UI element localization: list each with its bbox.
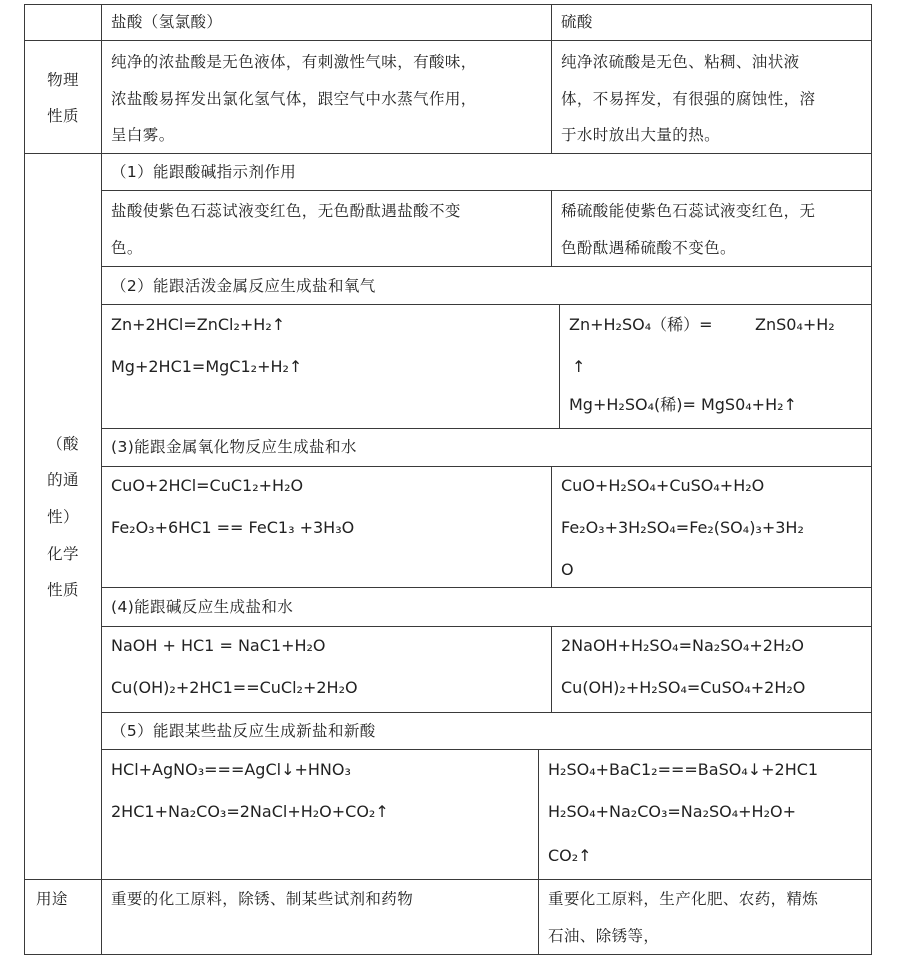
cell-physical-label [24, 40, 102, 154]
s1-hcl-line2: 色。 [111, 239, 143, 257]
physical-hcl-line2: 浓盐酸易挥发出氯化氢气体，跟空气中水蒸气作用， [111, 90, 477, 108]
s5-h2so4-eq3: CO₂↑ [548, 846, 592, 865]
s2-hcl-eq1: Zn+2HCl=ZnCl₂+H₂↑ [111, 315, 286, 334]
s3-h2so4-eq2-a: Fe₂O₃+3H₂SO₄=Fe₂(SO₄)₃+3H₂ [561, 518, 804, 537]
s5-h2so4-eq2: H₂SO₄+Na₂CO₃=Na₂SO₄+H₂O+ [548, 802, 796, 821]
uses-h2so4-line2: 石油、除锈等， [548, 927, 660, 945]
s2-hcl-eq2: Mg+2HC1=MgC1₂+H₂↑ [111, 357, 303, 376]
uses-label: 用途 [36, 890, 68, 908]
s3-h2so4-eq2-b: O [561, 560, 574, 579]
s5-heading: （5）能跟某些盐反应生成新盐和新酸 [111, 722, 376, 740]
header-h2so4: 硫酸 [561, 13, 593, 31]
s5-h2so4-eq1: H₂SO₄+BaC1₂===BaSO₄↓+2HC1 [548, 760, 819, 779]
s3-heading: (3)能跟金属氧化物反应生成盐和水 [111, 438, 357, 456]
uses-h2so4-line1: 重要化工原料，生产化肥、农药，精炼 [548, 890, 819, 908]
s5-hcl-eq1: HCl+AgNO₃===AgCl↓+HNO₃ [111, 760, 351, 779]
s5-hcl-eq2: 2HC1+Na₂CO₃=2NaCl+H₂O+CO₂↑ [111, 802, 389, 821]
physical-hcl-line1: 纯净的浓盐酸是无色液体，有刺激性气味，有酸味， [111, 53, 477, 71]
physical-label-line2: 性质 [47, 107, 79, 125]
s4-h2so4-eq2: Cu(OH)₂+H₂SO₄=CuSO₄+2H₂O [561, 678, 806, 697]
cell-header-h2so4 [551, 4, 872, 41]
s4-hcl-eq2: Cu(OH)₂+2HC1==CuCl₂+2H₂O [111, 678, 358, 697]
s1-h2so4-line1: 稀硫酸能使紫色石蕊试液变红色，无 [561, 202, 816, 220]
chemical-label-line4: 化学 [47, 545, 79, 563]
physical-h2so4-line3: 于水时放出大量的热。 [561, 126, 721, 144]
s2-h2so4-eq1-a: Zn+H₂SO₄（稀）= [569, 315, 713, 334]
uses-hcl: 重要的化工原料，除锈、制某些试剂和药物 [111, 890, 414, 908]
physical-label-line1: 物理 [47, 71, 79, 89]
s4-h2so4-eq1: 2NaOH+H₂SO₄=Na₂SO₄+2H₂O [561, 636, 804, 655]
s1-heading: （1）能跟酸碱指示剂作用 [111, 163, 297, 181]
header-hcl: 盐酸（氢氯酸） [111, 13, 223, 31]
s3-hcl-eq2: Fe₂O₃+6HC1 == FeC1₃ +3H₃O [111, 518, 355, 537]
physical-h2so4-line2: 体，不易挥发，有很强的腐蚀性，溶 [561, 90, 816, 108]
cell-header-blank [24, 4, 102, 41]
chemical-label-line2: 的通 [47, 471, 79, 489]
chemical-label-line5: 性质 [47, 581, 79, 599]
s2-heading: （2）能跟活泼金属反应生成盐和氧气 [111, 277, 376, 295]
physical-h2so4-line1: 纯净浓硫酸是无色、粘稠、油状液 [561, 53, 800, 71]
s3-hcl-eq1: CuO+2HCl=CuC1₂+H₂O [111, 476, 304, 495]
s2-h2so4-eq2: Mg+H₂SO₄(稀)= MgS0₄+H₂↑ [569, 395, 797, 414]
s2-h2so4-eq1-b: ZnS0₄+H₂ [755, 315, 835, 334]
s4-heading: (4)能跟碱反应生成盐和水 [111, 598, 294, 616]
s1-h2so4-line2: 色酚酞遇稀硫酸不变色。 [561, 239, 736, 257]
s4-hcl-eq1: NaOH + HC1 = NaC1+H₂O [111, 636, 326, 655]
physical-hcl-line3: 呈白雾。 [111, 126, 175, 144]
s2-h2so4-eq1-c: ↑ [572, 357, 586, 376]
s3-h2so4-eq1: CuO+H₂SO₄+CuSO₄+H₂O [561, 476, 765, 495]
s1-hcl-line1: 盐酸使紫色石蕊试液变红色，无色酚酞遇盐酸不变 [111, 202, 461, 220]
chemical-label-line1: （酸 [47, 435, 79, 453]
chemical-label-line3: 性） [47, 508, 79, 526]
